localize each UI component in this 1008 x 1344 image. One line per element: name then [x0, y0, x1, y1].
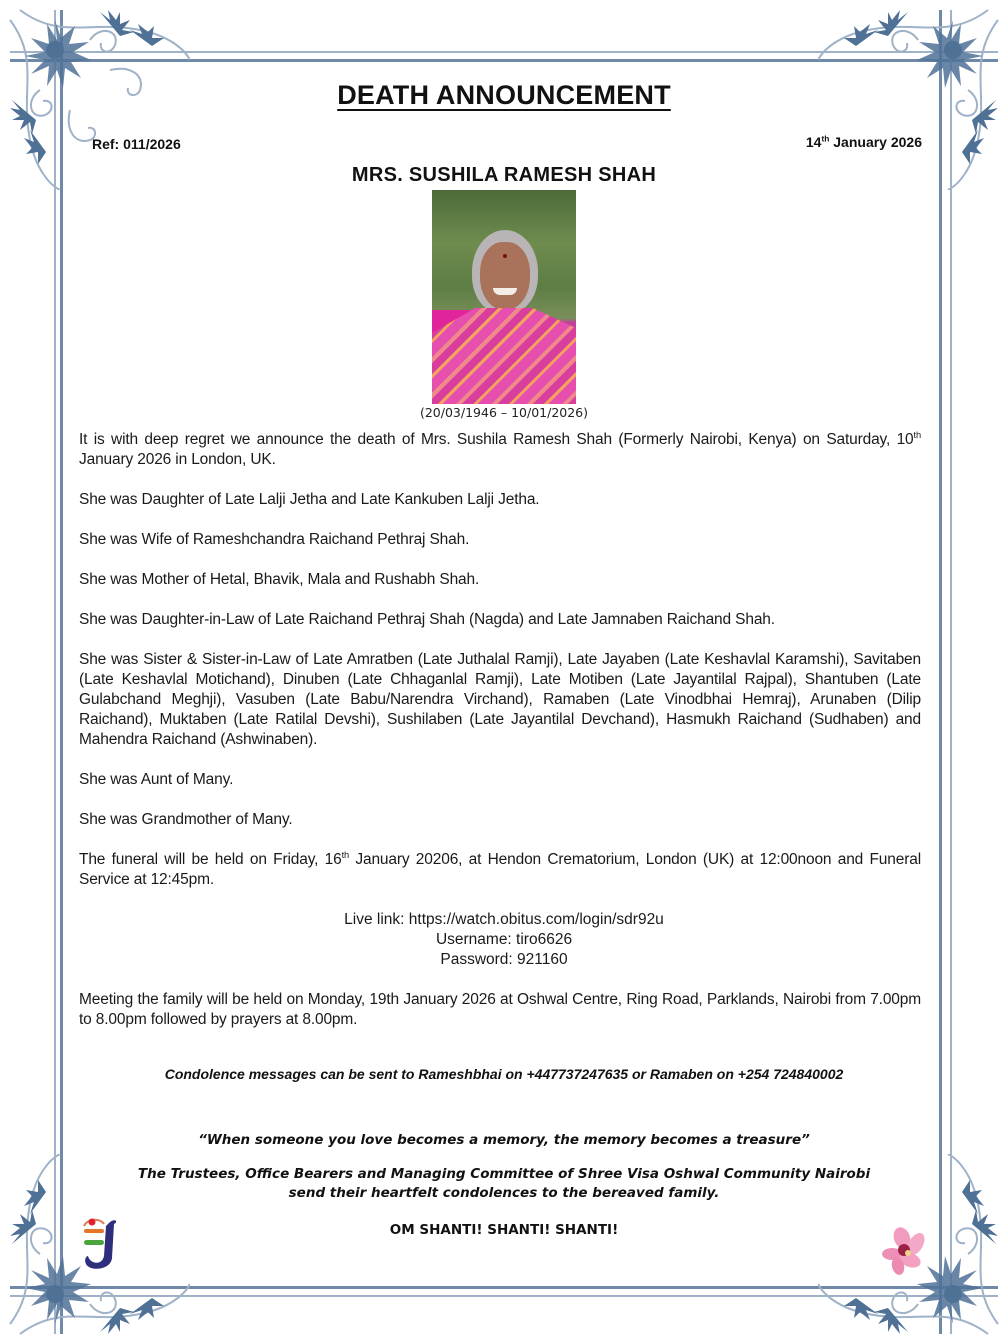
memorial-quote: “When someone you love becomes a memory, the memory becomes a treasure”	[198, 1132, 810, 1148]
funeral-paragraph: The funeral will be held on Friday, 16th January 20206, at Hendon Crematorium, London (UK) at 12:00noon and Funeral Service at 12:45pm.	[79, 849, 921, 888]
photo-sari	[432, 308, 576, 404]
condolence-contacts: Condolence messages can be sent to Rameshbhai on +447737247635 or Ramaben on +254 724840002	[164, 1066, 844, 1082]
livestream-username: Username: tiro6626	[435, 931, 573, 948]
life-dates: (20/03/1946 – 10/01/2026)	[419, 405, 589, 420]
grandmother-paragraph: She was Grandmother of Many.	[79, 811, 293, 828]
aunt-paragraph: She was Aunt of Many.	[79, 771, 234, 788]
document-title: DEATH ANNOUNCEMENT	[337, 80, 671, 110]
livestream-password: Password: 921160	[440, 951, 568, 968]
wife-paragraph: She was Wife of Rameshchandra Raichand Pethraj Shah.	[79, 531, 470, 548]
photo-smile	[493, 288, 517, 295]
jain-community-logo-icon	[80, 1216, 120, 1274]
announcement-date: 14th January 2026	[805, 133, 922, 150]
photo-face	[480, 242, 530, 310]
meeting-paragraph: Meeting the family will be held on Monday, 19th January 2026 at Oshwal Centre, Ring Road, Parklands, Nairobi from 7.00pm to 8.00pm followed by prayers at 8.00pm.	[79, 991, 921, 1028]
intro-paragraph: It is with deep regret we announce the death of Mrs. Sushila Ramesh Shah (Formerly Nairobi, Kenya) on Saturday, 10th January 2026 in London, UK.	[79, 429, 921, 468]
livestream-details	[0, 910, 1008, 970]
pink-orchid-flower-icon	[880, 1226, 930, 1276]
trustees-message: The Trustees, Office Bearers and Managing Committee of Shree Visa Oshwal Community Nairobi send their heartfelt condolences to the bereaved family.	[137, 1166, 871, 1201]
photo-bindi	[503, 254, 507, 258]
sister-paragraph: She was Sister & Sister-in-Law of Late Amratben (Late Juthalal Ramji), Late Jayaben (Late Keshavlal Karamshi), Savitaben (Late Keshavlal Motichand), Dinuben (Late Chhaganlal Ramji), Late Motiben (Late Jayantilal Rajpal), Shantuben (Late Gulabchand Meghji), Vasuben (Late Babu/Narendra Virchand), Ramaben (Late Vinodbhai Hemraj), Arunaben (Dilip Raichand), Muktaben (Late Ratilal Devshi), Sushilaben (Late Jayantilal Devchand), Hasmukh Raichand (Sudhaben) and Mahendra Raichand (Ashwinaben).	[79, 651, 921, 748]
portrait-photo	[432, 190, 576, 404]
reference-number: Ref: 011/2026	[92, 136, 181, 152]
daughter-in-law-paragraph: She was Daughter-in-Law of Late Raichand Pethraj Shah (Nagda) and Late Jamnaben Raichand Shah.	[79, 611, 775, 628]
daughter-paragraph: She was Daughter of Late Lalji Jetha and Late Kankuben Lalji Jetha.	[79, 491, 540, 508]
livestream-link[interactable]: Live link: https://watch.obitus.com/login/sdr92u	[344, 911, 664, 928]
deceased-name: MRS. SUSHILA RAMESH SHAH	[351, 164, 657, 186]
om-shanti: OM SHANTI! SHANTI! SHANTI!	[389, 1222, 619, 1238]
mother-paragraph: She was Mother of Hetal, Bhavik, Mala and Rushabh Shah.	[79, 571, 480, 588]
